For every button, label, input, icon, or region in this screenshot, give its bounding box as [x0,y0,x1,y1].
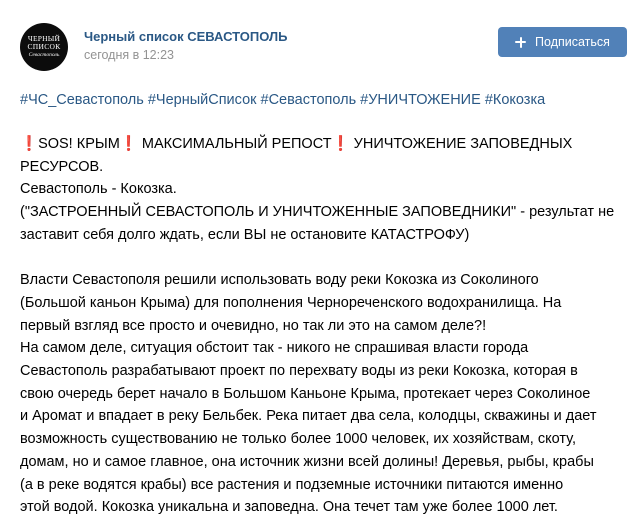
text-line: домам, но и самое главное, она источник жизни всей долины! Деревья, рыбы, крабы [20,453,594,470]
hashtag-line [20,92,545,108]
plus-icon [515,37,526,48]
text-line: Власти Севастополя решили использовать воду реки Кокозка из Соколиного [20,272,539,289]
avatar-line-3: Севастополь [28,52,60,58]
group-name-link[interactable]: Черный список СЕВАСТОПОЛЬ [84,29,288,44]
subscribe-button[interactable] [498,27,627,57]
post-text [20,133,625,519]
text-line: свою очередь берет начало в Большом Каньоне Крыма, протекает через Соколиное [20,385,591,402]
exclamation-icon: ❗ [119,136,138,152]
text-line: первый взгляд все просто и очевидно, но так ли это на самом деле?! [20,317,487,334]
text-line: заставит себя долго ждать, если ВЫ не остановите КАТАСТРОФУ) [20,226,470,243]
post-date-link[interactable]: сегодня в 12:23 [84,48,174,62]
hashtag-link[interactable]: #Севастополь [260,92,357,108]
text-line: и Аромат и впадает в реку Бельбек. Река питает два села, колодцы, скважины и дает [20,408,597,425]
exclamation-icon: ❗ [20,136,39,152]
text-fragment: SOS! КРЫМ [38,136,120,152]
text-line: Севастополь - Кокозка. [20,181,177,198]
text-line: (Большой каньон Крыма) для пополнения Чернореченского водохранилища. На [20,294,562,311]
text-line: Севастополь разрабатывают проект по перехвату воды из реки Кокозка, которая в [20,363,578,380]
text-fragment: МАКСИМАЛЬНЫЙ РЕПОСТ [141,136,332,152]
text-line: (а в реке водятся крабы) все растения и подземные источники питаются именно [20,476,564,493]
group-avatar[interactable] [20,23,68,71]
avatar-line-1: ЧЕРНЫЙ [27,34,61,43]
text-line [20,133,625,156]
text-line: возможность существованию не только более 1000 человек, их хозяйствам, скоту, [20,431,576,448]
post-header [20,22,627,74]
hashtag-link[interactable]: #Кокозка [484,92,546,108]
hashtag-link[interactable]: #ЧС_Севастополь [20,92,144,108]
text-line: ("ЗАСТРОЕННЫЙ СЕВАСТОПОЛЬ И УНИЧТОЖЕННЫЕ ЗАПОВЕДНИКИ" - результат не [20,204,615,221]
exclamation-icon: ❗ [331,136,350,152]
subscribe-label: Подписаться [535,35,610,49]
text-fragment: УНИЧТОЖЕНИЕ ЗАПОВЕДНЫХ [353,136,573,152]
avatar-line-2: СПИСОК [27,42,61,51]
paragraph-gap [20,247,625,270]
text-line: этой водой. Кокозка уникальна и заповедна. Она течет там уже более 1000 лет. [20,499,558,516]
hashtag-link[interactable]: #УНИЧТОЖЕНИЕ [360,92,481,108]
text-line: РЕСУРСОВ. [20,158,104,175]
text-line: На самом деле, ситуация обстоит так - никого не спрашивая власти города [20,340,529,357]
hashtag-link[interactable]: #ЧерныйСписок [147,92,257,108]
